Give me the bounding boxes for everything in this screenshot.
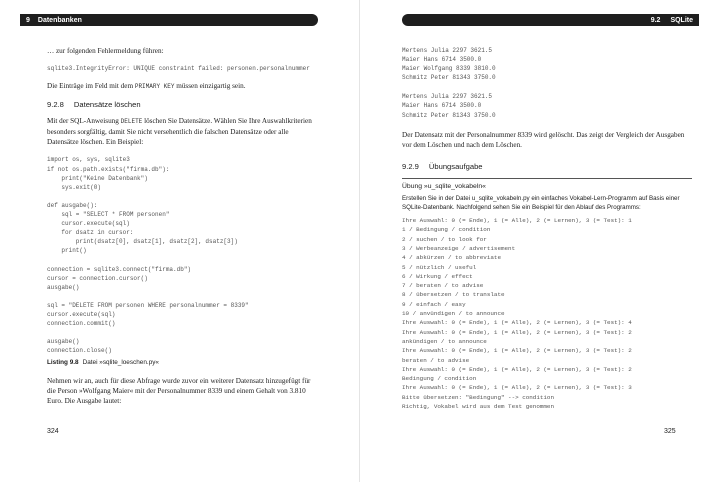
chapter-title: Datenbanken xyxy=(37,16,82,24)
output-before-delete: Mertens Julia 2297 3621.5 Maier Hans 6714 3500.0 Maier Wolfgang 8339 3810.0 Schmitz Peter 81343 3750.0 xyxy=(402,47,496,82)
delete-code: DELETE xyxy=(120,118,143,126)
header-section-number: 9.2 xyxy=(650,16,661,24)
right-page xyxy=(360,0,720,482)
section-heading-delete xyxy=(47,100,317,109)
unique-note-b: müssen einzigartig sein. xyxy=(174,82,246,91)
unique-note-a: Die Einträge im Feld mit dem xyxy=(47,82,135,91)
right-content xyxy=(402,46,692,415)
listing-label: Listing 9.8 xyxy=(47,359,79,367)
section-heading-exercise xyxy=(402,162,692,171)
exercise-section-title: Übungsaufgabe xyxy=(428,161,483,171)
exercise-box xyxy=(402,178,692,412)
exercise-title: Übung »u_sqlite_vokabeln« xyxy=(402,182,486,190)
section-header-bar xyxy=(402,14,699,26)
section-title: Datensätze löschen xyxy=(73,100,141,110)
header-section-title: SQLite xyxy=(670,16,693,24)
error-message: sqlite3.IntegrityError: UNIQUE constraint failed: personen.personalnummer xyxy=(47,65,310,72)
delete-paragraph xyxy=(47,116,317,147)
page-number-right: 325 xyxy=(664,428,676,435)
primary-key-code: PRIMARY KEY xyxy=(134,83,175,91)
delete-text-b: löschen Sie Datensätze. Wählen Sie Ihre Auswahlkriterien besonders sorgfältig, damit Sie nicht versehentlich die falschen Datensätze oder alle Datensätze löschen. Ein Beispiel: xyxy=(47,117,312,147)
code-listing: import os, sys, sqlite3 if not os.path.exists("firma.db"): print("Keine Datenbank") sys.exit(0) def ausgabe(): sql = "SELECT * FROM personen" cursor.execute(sql) for dsatz in cursor: print(dsatz[0], dsatz[1], dsatz[2], dsatz[3]) print() connection = sqlite3.connect("firma.db") cursor = connection.cursor() ausgabe() sql = "DELETE FROM personen WHERE personalnummer = 8339" cursor.execute(sql) connection.commit() ausgabe() connection.close() xyxy=(47,156,249,355)
page-number-left: 324 xyxy=(47,428,59,435)
section-number: 9.2.8 xyxy=(47,100,64,110)
result-text: Der Datensatz mit der Personalnummer 8339 wird gelöscht. Das zeigt der Vergleich der Ausgaben vor dem Löschen und nach dem Löschen. xyxy=(402,130,685,149)
exercise-text: Erstellen Sie in der Datei u_sqlite_vokabeln.py ein einfaches Vokabel-Lern-Programm auf Basis einer SQLite-Datenbank. Nachfolgend sehen Sie ein Beispiel für den Ablauf des Programms: xyxy=(402,194,680,211)
unique-note xyxy=(47,81,317,92)
exercise-output: Ihre Auswahl: 0 (= Ende), 1 (= Alle), 2 (= Lernen), 3 (= Test): 1 1 / Bedingung / condition 2 / suchen / to look for 3 / Werbeanzeige / advertisement 4 / abkürzen / to abbreviate 5 / nützlich / useful 6 / Wirkung / effect 7 / beraten / to advise 8 / übersetzen / to translate 9 / einfach / easy 10 / anvündigen / to announce Ihre Auswahl: 0 (= Ende), 1 (= Alle), 2 (= Lernen), 3 (= Test): 4 Ihre Auswahl: 0 (= Ende), 1 (= Alle), 2 (= Lernen), 3 (= Test): 2 ankündigen / to announce Ihre Auswahl: 0 (= Ende), 1 (= Alle), 2 (= Lernen), 3 (= Test): 2 beraten / to advise Ihre Auswahl: 0 (= Ende), 1 (= Alle), 2 (= Lernen), 3 (= Test): 2 Bedingung / condition Ihre Auswahl: 0 (= Ende), 1 (= Alle), 2 (= Lernen), 3 (= Test): 3 Bitte übersetzen: "Bedingung" --> condition Richtig, Vokabel wird aus dem Test genommen xyxy=(402,217,632,410)
output-after-delete: Mertens Julia 2297 3621.5 Maier Hans 6714 3500.0 Schmitz Peter 81343 3750.0 xyxy=(402,93,496,119)
intro-text: … zur folgenden Fehlermeldung führen: xyxy=(47,47,164,55)
listing-caption xyxy=(47,359,317,366)
chapter-number: 9 xyxy=(26,16,30,24)
exercise-section-number: 9.2.9 xyxy=(402,161,419,171)
delete-text-a: Mit der SQL-Anweisung xyxy=(47,117,121,126)
listing-title: Datei »sqlite_loeschen.py« xyxy=(82,359,159,367)
after-listing-text: Nehmen wir an, auch für diese Abfrage wurde zuvor ein weiterer Datensatz hinzugefügt für die Person »Wolfgang Maier« mit der Personalnummer 8339 und einem Gehalt von 3.810 Euro. Die Ausgabe lautet: xyxy=(47,377,311,406)
left-content xyxy=(47,46,317,414)
chapter-header-bar xyxy=(20,14,318,26)
